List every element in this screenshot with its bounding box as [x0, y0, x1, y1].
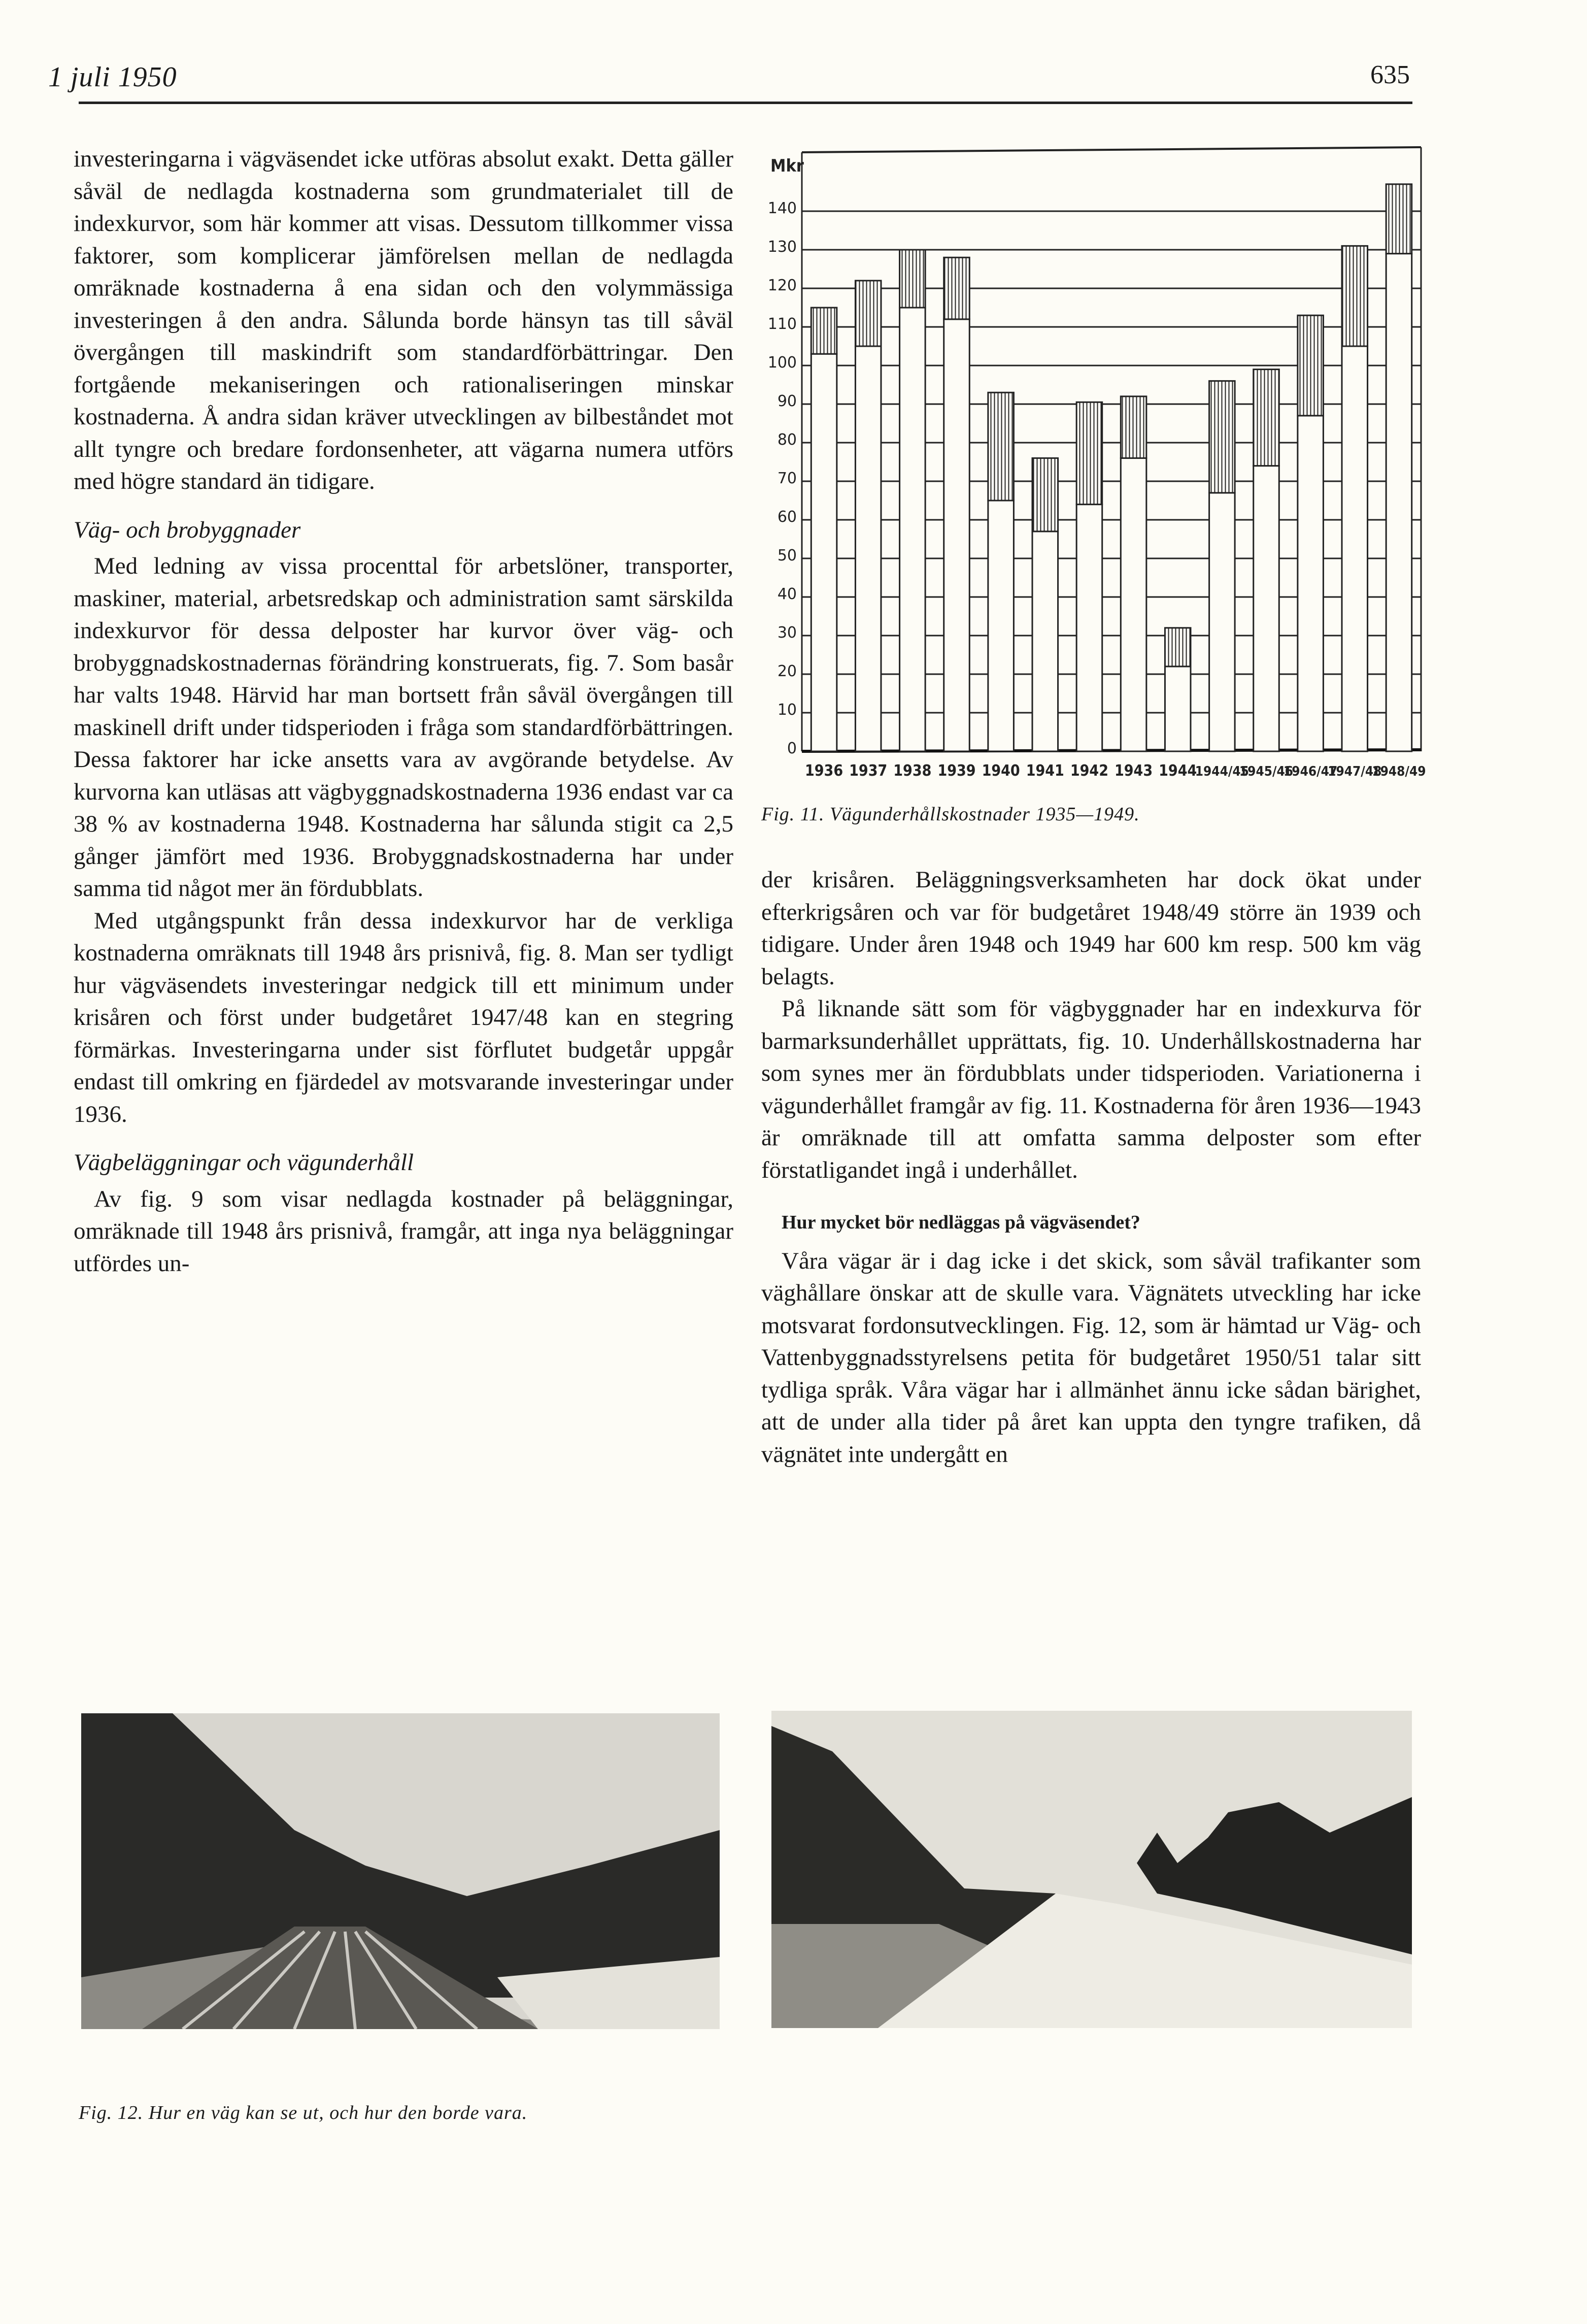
x-tick-label: 1938 [893, 762, 932, 780]
header-date: 1 juli 1950 [48, 61, 177, 93]
x-tick-label: 1937 [849, 762, 888, 780]
x-tick-label: 1942 [1070, 762, 1108, 780]
left-paragraph-3: Med utgångspunkt från dessa indexkurvor har de verkliga kostnaderna omräknats till 1948 års prisnivå, fig. 8. Man ser tydligt hur vägväsendets investeringar nedgick till ett minimum under krisåren och först under budgetåret 1947/48 kan en stegring förmärkas. Investeringarna under sist förflutet budgetår uppgår endast till omkring en fjärdedel av motsvarande investeringar under 1936. [74, 907, 733, 1127]
right-paragraph-2: På liknande sätt som för vägbyggnader har en indexkurva för barmarksunderhållet upprättats, fig. 10. Underhållskostnaderna har som synes mer än fördubblats under tidsperioden. Variationerna i vägunderhållet framgår av fig. 11. Kostnaderna för åren 1936—1943 är omräknade till att omfatta samma delposter som efter förstatligandet ingå i underhållet. [761, 995, 1421, 1183]
bar-hatched [944, 257, 970, 319]
y-tick-label: 30 [777, 624, 797, 642]
y-tick-label: 0 [787, 740, 797, 757]
figure-12-caption: Fig. 12. Hur en väg kan se ut, och hur den borde vara. [79, 2102, 528, 2123]
bar-hatched [811, 308, 837, 354]
bar-base [1121, 458, 1146, 751]
bar-chart-svg [751, 127, 1426, 807]
x-tick-label: 1940 [982, 762, 1020, 780]
x-tick-label: 1946/47 [1284, 764, 1338, 779]
bar-base [988, 501, 1014, 751]
y-axis-label: Mkr [770, 156, 804, 176]
right-paragraph-3: Våra vägar är i dag icke i det skick, som såväl trafikanter som väghållare önskar att de skulle vara. Vägnätets utveckling har icke motsvarat fordonsutvecklingen. Fig. 12, som är hämtad ur Väg- och Vattenbyggnadsstyrelsens petita för budgetåret 1950/51 talar sitt tydliga språk. Våra vägar har i allmänhet ännu icke sådan bärighet, att de under alla tider på året kan uppta den tyngre trafiken, då vägnätet inte undergått en [761, 1247, 1421, 1468]
x-tick-label: 1947/48 [1328, 764, 1382, 779]
bar-hatched [1121, 396, 1146, 458]
y-tick-label: 140 [767, 200, 797, 217]
y-tick-label: 70 [777, 470, 797, 487]
bar-base [811, 354, 837, 751]
y-tick-label: 130 [767, 238, 797, 256]
right-paragraph-1: der krisåren. Beläggningsverksamheten har dock ökat under efterkrigsåren och var för budgetåret 1948/49 större än 1939 och tidigare. Under åren 1948 och 1949 har 600 km resp. 500 km väg belagts. [761, 867, 1421, 990]
right-column [761, 864, 1421, 1471]
page-number: 635 [1370, 60, 1410, 89]
y-tick-label: 100 [767, 354, 797, 372]
bar-base [1209, 493, 1235, 751]
bar-base [1342, 346, 1368, 751]
figure-11-chart [751, 127, 1426, 807]
bar-base [944, 319, 970, 751]
bar-hatched [1386, 184, 1412, 254]
bar-hatched [1254, 370, 1279, 466]
bar-base [1165, 667, 1191, 751]
y-tick-label: 120 [767, 277, 797, 294]
y-tick-label: 20 [777, 662, 797, 680]
bar-hatched [1165, 628, 1191, 667]
photo-muddy-road [81, 1713, 720, 2029]
x-tick-label: 1939 [937, 762, 976, 780]
x-tick-label: 1943 [1115, 762, 1153, 780]
bar-hatched [900, 250, 926, 308]
paved-road-image [771, 1711, 1412, 2028]
bar-hatched [855, 281, 881, 346]
bar-hatched [1032, 458, 1058, 531]
left-paragraph-1: investeringarna i vägväsendet icke utföras absolut exakt. Detta gäller såväl de nedlagda kostnaderna som grundmaterialet till de indexkurvor, som här kommer att visas. Dessutom tillkommer vissa faktorer, som komplicerar jämförelsen mellan de nedlagda omräknade kostnaderna å ena sidan och den volymmässiga investeringen å den andra. Sålunda borde hänsyn tas till såväl övergången till maskindrift som standardförbättringar. Den fortgående mekaniseringen och rationaliseringen minskar kostnaderna. Å andra sidan kräver utvecklingen av bilbeståndet mot allt tyngre och bredare fordonsenheter, att vägarna numera utförs med högre standard än tidigare. [74, 146, 733, 494]
header-rule [79, 102, 1412, 104]
muddy-road-image [81, 1713, 720, 2029]
y-tick-label: 50 [777, 547, 797, 565]
bar-base [855, 346, 881, 751]
y-tick-label: 40 [777, 585, 797, 603]
bar-base [1076, 505, 1102, 751]
bar-base [1386, 254, 1412, 751]
y-tick-label: 90 [777, 392, 797, 410]
bar-base [1032, 532, 1058, 751]
x-tick-label: 1945/46 [1239, 764, 1294, 779]
x-tick-label: 1941 [1026, 762, 1064, 780]
left-column [74, 143, 733, 1280]
left-paragraph-4: Av fig. 9 som visar nedlagda kostnader på beläggningar, omräknade till 1948 års prisnivå, framgår, att inga nya beläggningar utfördes un- [74, 1185, 733, 1277]
bar-hatched [1298, 315, 1324, 416]
bar-hatched [1342, 246, 1368, 346]
x-tick-label: 1948/49 [1372, 764, 1426, 779]
top-frame-line [802, 147, 1421, 152]
x-tick-label: 1944/45 [1195, 764, 1249, 779]
section-heading-vagbelaggningar: Vägbeläggningar och vägunderhåll [74, 1149, 414, 1176]
y-tick-label: 10 [777, 701, 797, 719]
x-tick-label: 1944 [1159, 762, 1197, 780]
bar-hatched [1076, 402, 1102, 504]
bar-hatched [1209, 381, 1235, 492]
y-tick-label: 80 [777, 431, 797, 449]
left-paragraph-2: Med ledning av vissa procenttal för arbetslöner, transporter, maskiner, material, arbetsredskap och administration samt särskilda indexkurvor för dessa delposter har kurvor över väg- och brobyggnadskostnadernas förändring konstruerats, fig. 7. Som basår har valts 1948. Härvid har man bortsett från såväl övergången till maskinell drift under tidsperioden i fråga som standardförbättringen. Dessa faktorer har icke ansetts vara av avgörande betydelse. Av kurvorna kan utläsas att vägbyggnadskostnaderna 1936 endast var ca 38 % av kostnaderna 1948. Kostnaderna har sålunda stigit ca 2,5 gånger jämfört med 1936. Brobyggnadskostnaderna har under samma tid något mer än fördubblats. [74, 553, 733, 902]
bar-base [900, 308, 926, 751]
y-tick-label: 60 [777, 508, 797, 526]
x-tick-label: 1936 [805, 762, 843, 780]
section-heading-hur-mycket: Hur mycket bör nedläggas på vägväsendet? [782, 1212, 1140, 1233]
section-heading-vag-brobyggnader: Väg- och brobyggnader [74, 516, 301, 543]
x-axis-line [802, 750, 1421, 751]
y-tick-label: 110 [767, 315, 797, 333]
photo-paved-road [771, 1711, 1412, 2028]
bar-hatched [988, 392, 1014, 501]
bar-base [1254, 466, 1279, 751]
figure-11-caption: Fig. 11. Vägunderhållskostnader 1935—1949. [761, 804, 1140, 825]
bar-base [1298, 416, 1324, 751]
